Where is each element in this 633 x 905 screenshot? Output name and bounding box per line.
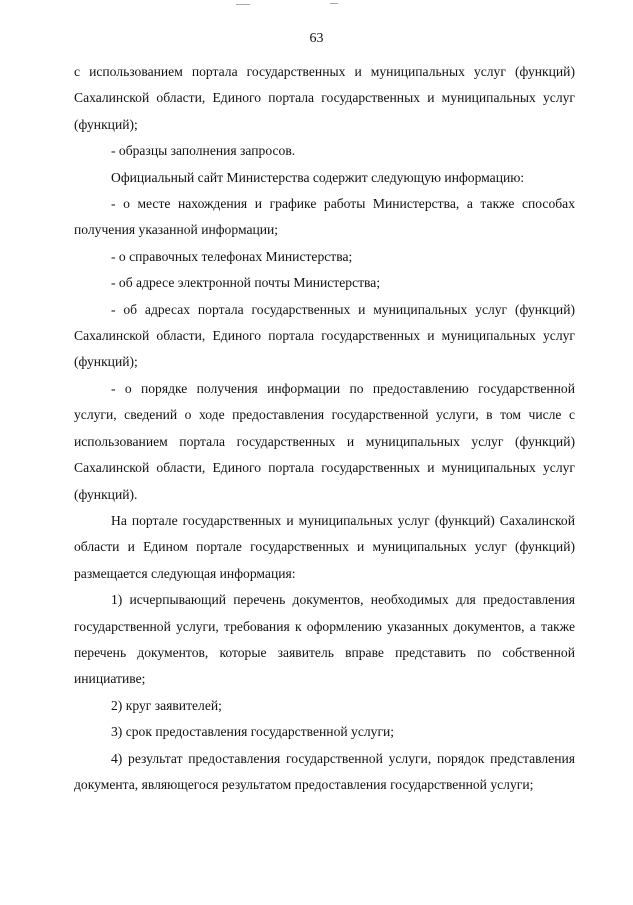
scan-artifact <box>330 3 338 4</box>
paragraph: - об адресах портала государственных и муниципальных услуг (функций) Сахалинской области, Единого портала государственных и муниципальных услуг (функций); <box>74 301 575 370</box>
paragraph: На портале государственных и муниципальных услуг (функций) Сахалинской области и Едином портале государственных и муниципальных услуг (функций) размещается следующая информация: <box>74 512 575 581</box>
paragraph: 1) исчерпывающий перечень документов, необходимых для предоставления государственной услуги, требования к оформлению указанных документов, а также перечень документов, которые заявитель вправе представить по собственной инициативе; <box>74 592 575 687</box>
paragraph: - о порядке получения информации по предоставлению государственной услуги, сведений о ходе предоставления государственной услуги, в том числе с использованием портала государственных и муниципальных услуг (функций) Сахалинской области, Единого портала государственных и муниципальных услуг (функций). <box>74 380 575 502</box>
document-body <box>74 59 575 798</box>
paragraph: с использованием портала государственных и муниципальных услуг (функций) Сахалинской области, Единого портала государственных и муниципальных услуг (функций); <box>74 64 575 132</box>
paragraph: 2) круг заявителей; <box>111 697 222 713</box>
paragraph: - о месте нахождения и графике работы Министерства, а также способах получения указанной информации; <box>74 196 575 238</box>
paragraph: - о справочных телефонах Министерства; <box>111 248 353 264</box>
paragraph: - об адресе электронной почты Министерства; <box>111 275 381 291</box>
scan-artifact <box>236 4 250 5</box>
paragraph: Официальный сайт Министерства содержит следующую информацию: <box>111 169 525 185</box>
page-number: 63 <box>309 31 324 46</box>
paragraph: 4) результат предоставления государственной услуги, порядок представления документа, являющегося результатом предоставления государственной услуги; <box>74 750 575 792</box>
paragraph: - образцы заполнения запросов. <box>111 143 296 159</box>
paragraph: 3) срок предоставления государственной услуги; <box>111 724 395 740</box>
